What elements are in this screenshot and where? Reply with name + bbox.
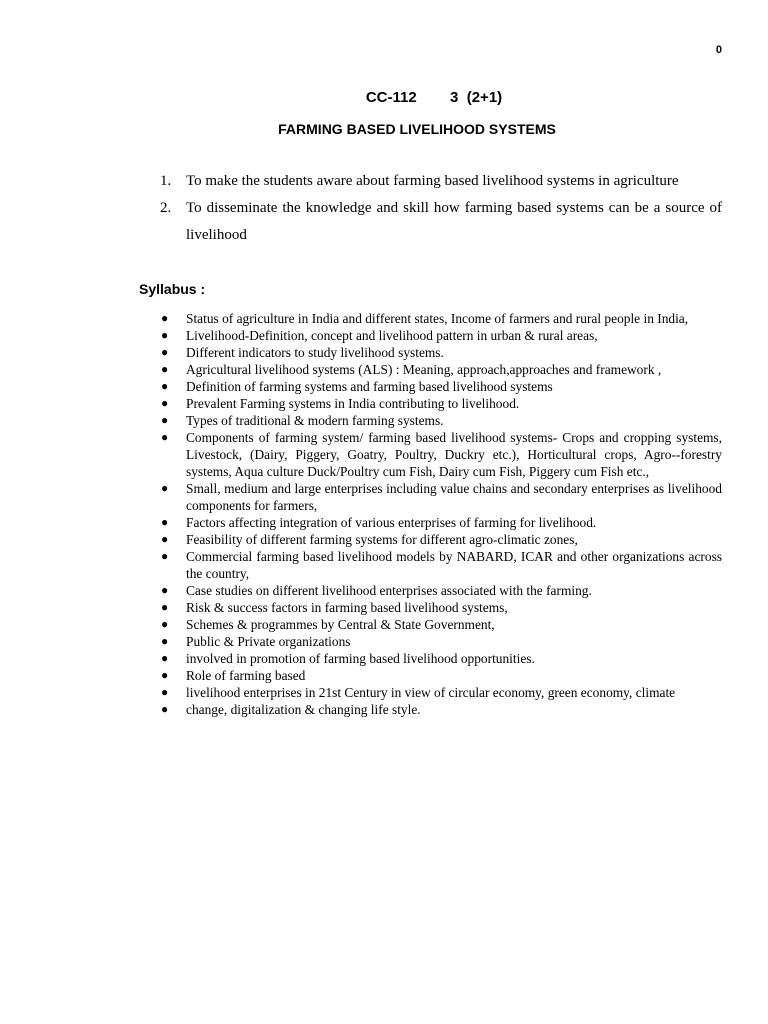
syllabus-item-text: involved in promotion of farming based livelihood opportunities. (186, 651, 535, 666)
syllabus-item-text: Status of agriculture in India and different states, Income of farmers and rural people in India, (186, 311, 689, 326)
syllabus-item (159, 650, 722, 667)
bullet-icon: ● (161, 685, 169, 699)
objective-text: To make the students aware about farming based livelihood systems in agriculture (186, 173, 679, 189)
syllabus-item-text: Role of farming based (186, 668, 306, 683)
bullet-icon: ● (161, 549, 169, 563)
bullet-icon: ● (161, 515, 169, 529)
syllabus-item-text: Case studies on different livelihood enterprises associated with the farming. (186, 583, 592, 598)
syllabus-item (159, 412, 722, 429)
bullet-icon: ● (161, 311, 169, 325)
objective-item (160, 168, 722, 195)
objective-number: 1. (160, 173, 172, 189)
syllabus-item (159, 548, 722, 582)
syllabus-item-text: Factors affecting integration of various enterprises of farming for livelihood. (186, 515, 597, 530)
syllabus-item-text: Livelihood-Definition, concept and livelihood pattern in urban & rural areas, (186, 328, 598, 343)
syllabus-item (159, 361, 722, 378)
course-title: FARMING BASED LIVELIHOOD SYSTEMS (278, 121, 556, 137)
bullet-icon: ● (161, 532, 169, 546)
bullet-icon: ● (161, 345, 169, 359)
syllabus-heading: Syllabus : (139, 281, 206, 297)
syllabus-item (159, 514, 722, 531)
syllabus-item-text: Agricultural livelihood systems (ALS) : Meaning, approach,approaches and framework , (186, 362, 662, 377)
course-code: CC-112 3 (2+1) (365, 89, 503, 106)
syllabus-item-text: Small, medium and large enterprises including value chains and secondary enterprises as livelihood components for farmers, (186, 481, 722, 513)
syllabus-item (159, 310, 722, 327)
syllabus-item-text: Public & Private organizations (186, 634, 351, 649)
bullet-icon: ● (161, 668, 169, 682)
syllabus-item (159, 582, 722, 599)
syllabus-item-text: Schemes & programmes by Central & State Government, (186, 617, 495, 632)
syllabus-item-text: change, digitalization & changing life style. (186, 702, 421, 717)
bullet-icon: ● (161, 362, 169, 376)
page-number: 0 (715, 44, 722, 56)
syllabus-item (159, 344, 722, 361)
syllabus-item-text: Feasibility of different farming systems for different agro-climatic zones, (186, 532, 578, 547)
syllabus-item (159, 616, 722, 633)
syllabus-item-text: Different indicators to study livelihood systems. (186, 345, 444, 360)
syllabus-item-text: Prevalent Farming systems in India contributing to livelihood. (186, 396, 520, 411)
syllabus-item (159, 701, 722, 718)
syllabus-item-text: Types of traditional & modern farming systems. (186, 413, 444, 428)
syllabus-item (159, 429, 722, 480)
syllabus-item (159, 667, 722, 684)
bullet-icon: ● (161, 617, 169, 631)
bullet-icon: ● (161, 481, 169, 495)
bullet-icon: ● (161, 651, 169, 665)
syllabus-item-text: livelihood enterprises in 21st Century in view of circular economy, green economy, climate (186, 685, 676, 700)
syllabus-item (159, 327, 722, 344)
bullet-icon: ● (161, 600, 169, 614)
syllabus-item (159, 599, 722, 616)
bullet-icon: ● (161, 702, 169, 716)
bullet-icon: ● (161, 396, 169, 410)
bullet-icon: ● (161, 430, 169, 444)
objective-number: 2. (160, 200, 172, 216)
syllabus-item (159, 531, 722, 548)
objective-item (160, 195, 722, 249)
syllabus-item-text: Commercial farming based livelihood models by NABARD, ICAR and other organizations across the country, (186, 549, 722, 581)
objective-text: To disseminate the knowledge and skill how farming based systems can be a source of livelihood (186, 200, 722, 243)
syllabus-list (159, 310, 722, 718)
syllabus-item (159, 480, 722, 514)
bullet-icon: ● (161, 634, 169, 648)
bullet-icon: ● (161, 583, 169, 597)
bullet-icon: ● (161, 379, 169, 393)
syllabus-item (159, 633, 722, 650)
syllabus-item-text: Definition of farming systems and farming based livelihood systems (186, 379, 553, 394)
syllabus-item (159, 395, 722, 412)
syllabus-item (159, 684, 722, 701)
objectives-list (160, 168, 722, 249)
syllabus-item (159, 378, 722, 395)
bullet-icon: ● (161, 328, 169, 342)
syllabus-item-text: Risk & success factors in farming based livelihood systems, (186, 600, 508, 615)
syllabus-item-text: Components of farming system/ farming based livelihood systems- Crops and cropping systems, Livestock, (Dairy, Piggery, Goatry, Poultry, Duckry etc.), Horticultural crops, Agro--forestry systems, Aqua culture Duck/Poultry cum Fish, Dairy cum Fish, Piggery cum Fish etc., (186, 430, 722, 479)
bullet-icon: ● (161, 413, 169, 427)
